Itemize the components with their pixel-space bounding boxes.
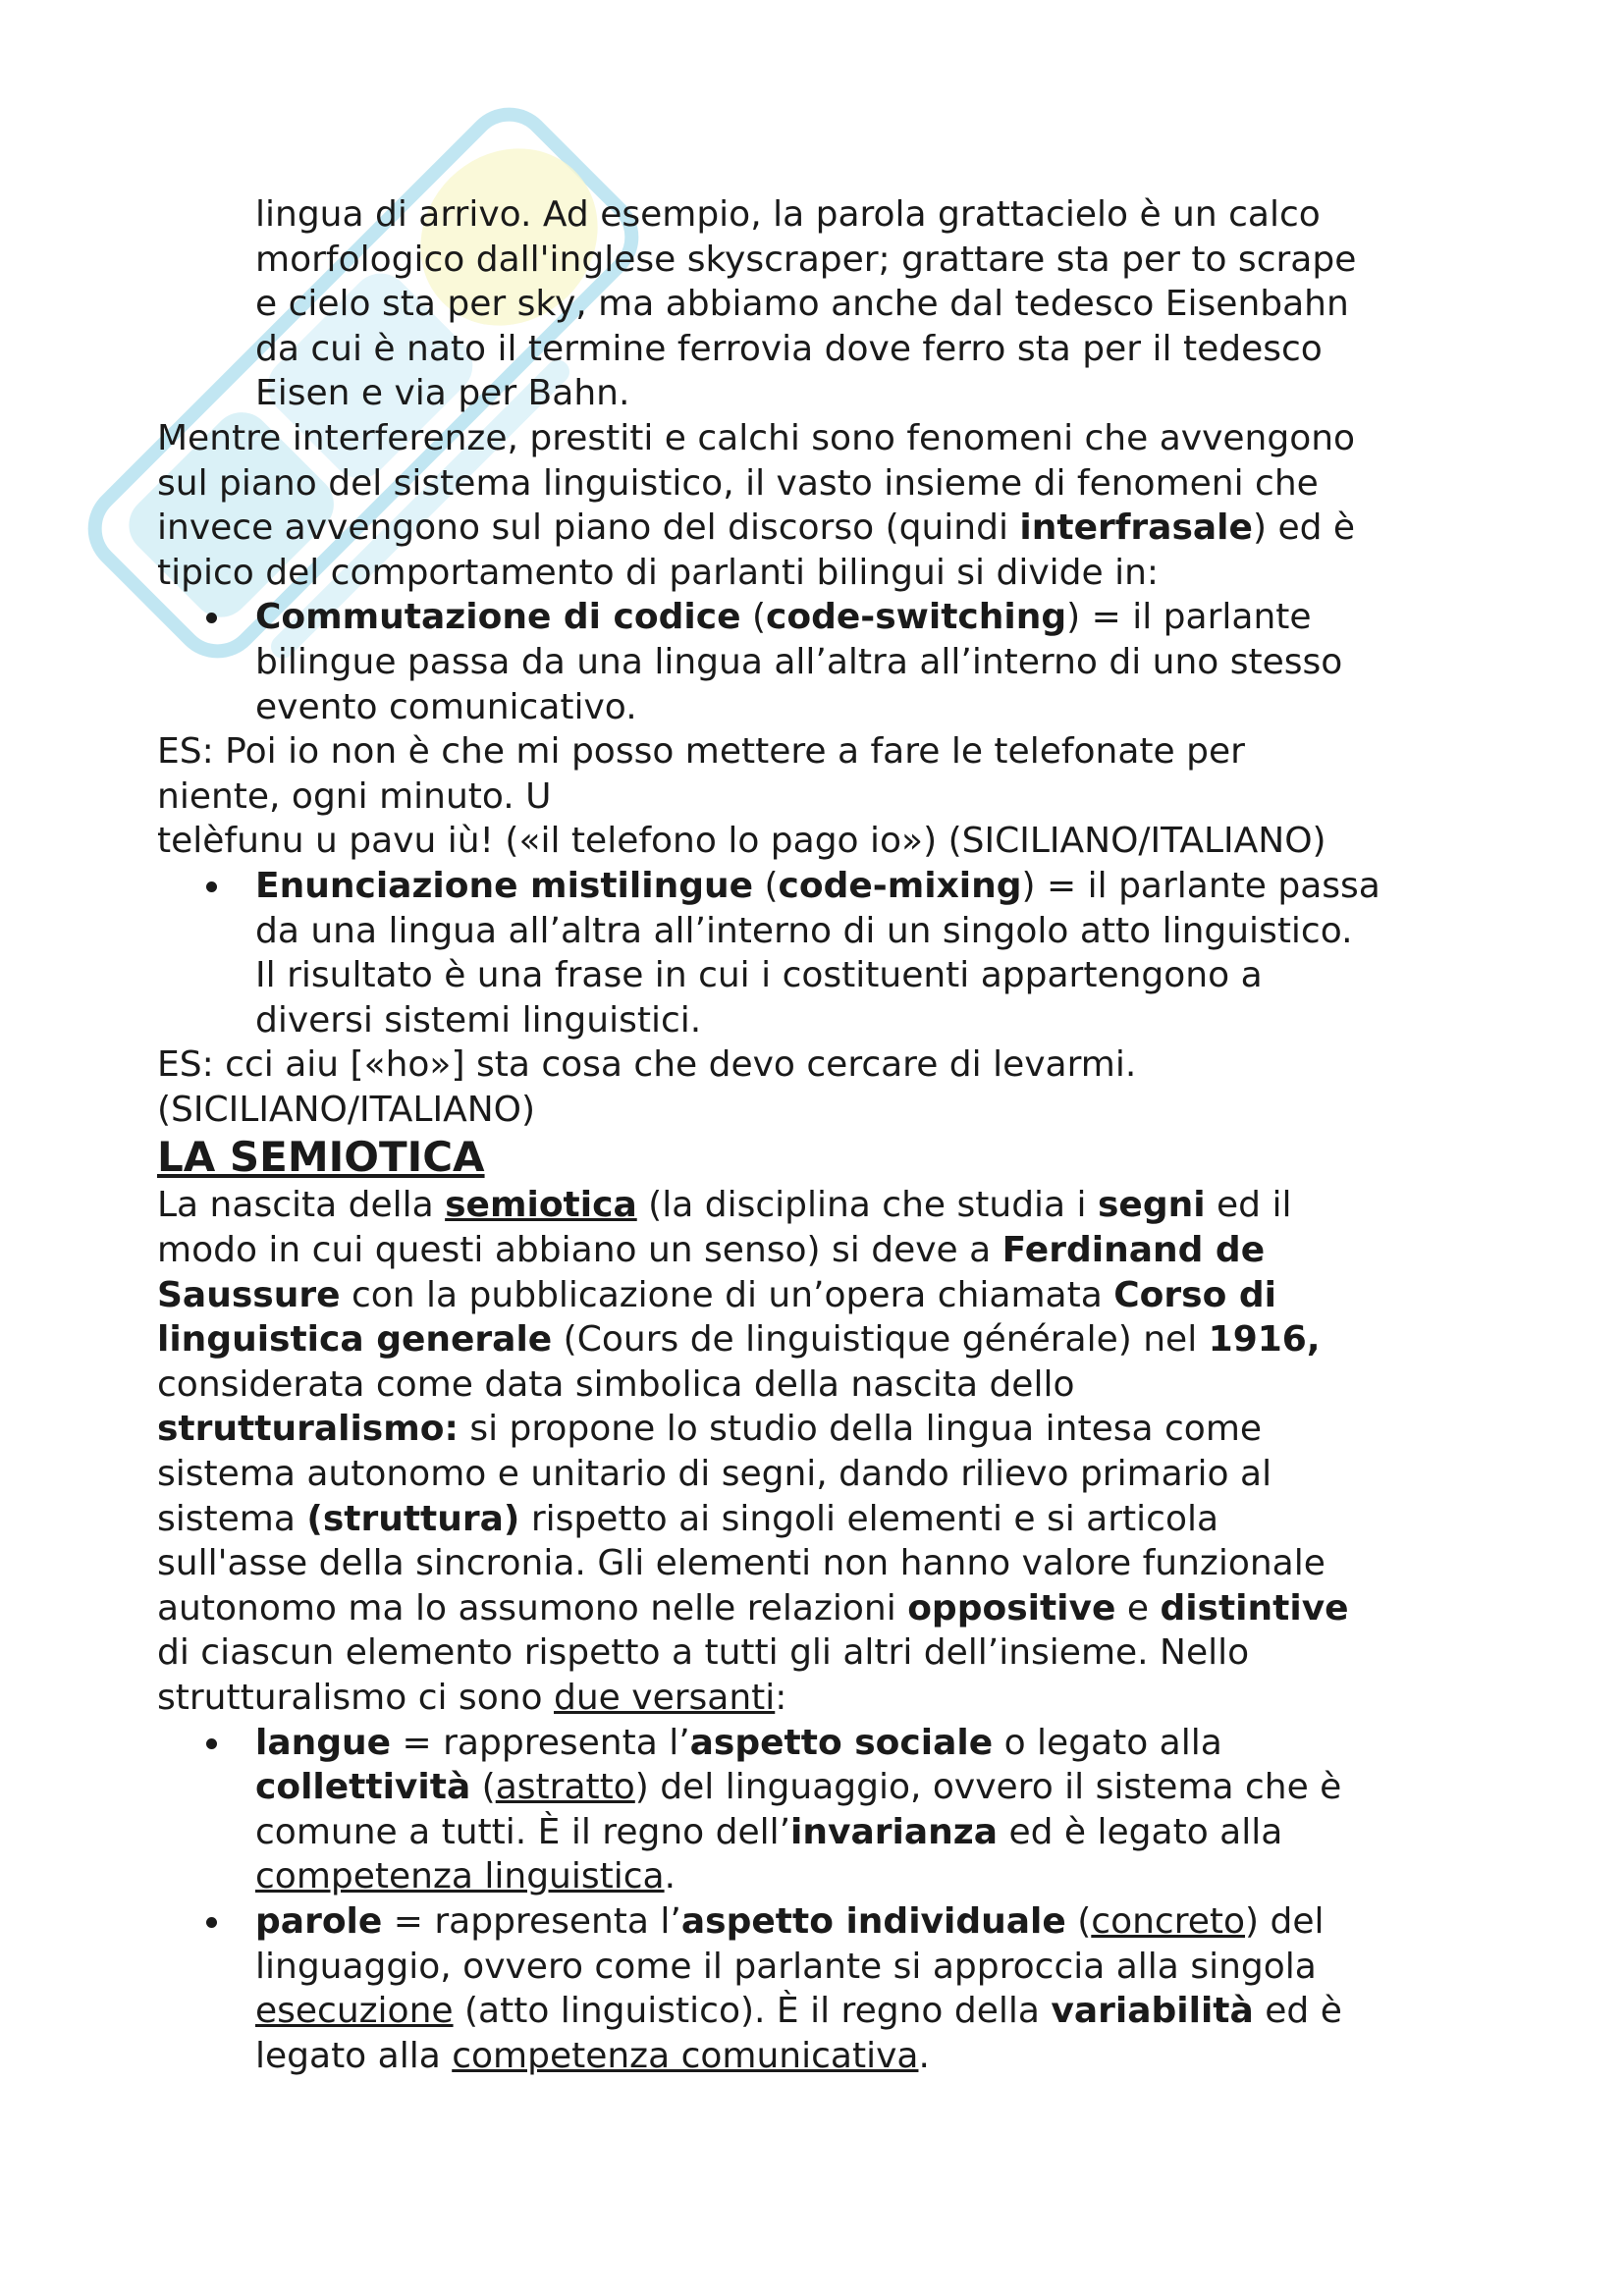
example-block [157,729,1502,864]
bold-term: interfrasale [1019,507,1253,549]
text-line: sull'asse della sincronia. Gli elementi non hanno valore funzionale [157,1543,1325,1584]
text-line: strutturalismo ci sono due versanti: [157,1678,787,1718]
list-item: Commutazione di codice (code-switching) = il parlante bilingue passa da una lingua all’altra all’interno di uno stesso evento comunicativo. [157,595,1502,729]
text-line: La nascita della semiotica (la disciplina che studia i segni ed il [157,1185,1292,1226]
text-line: telèfunu u pavu iù! («il telefono lo pago io») (SICILIANO/ITALIANO) [157,821,1326,862]
text-line: Saussure con la pubblicazione di un’opera chiamata Corso di [157,1274,1276,1315]
text-line: autonomo ma lo assumono nelle relazioni oppositive e distintive [157,1587,1349,1629]
text-line: considerata come data simbolica della nascita dello [157,1363,1075,1405]
text-line: invece avvengono sul piano del discorso (quindi interfrasale) ed è [157,507,1356,549]
semiotica-paragraph [157,1183,1502,1720]
text-line: (SICILIANO/ITALIANO) [157,1089,536,1130]
bullet-list [157,864,1502,1042]
text-line: da cui è nato il termine ferrovia dove ferro sta per il tedesco [255,328,1323,369]
example-block [157,1042,1502,1132]
text-line: linguistica generale (Cours de linguistique générale) nel 1916, [157,1319,1321,1361]
bullet-icon [206,1738,217,1749]
text-line: ES: cci aiu [«ho»] sta cosa che devo cercare di levarmi. [157,1044,1137,1086]
bullet-icon [206,881,217,892]
text-line: ES: Poi io non è che mi posso mettere a fare le telefonate per [157,731,1245,773]
text-line: sul piano del sistema linguistico, il vasto insieme di fenomeni che [157,462,1319,504]
text-line: sistema (struttura) rispetto ai singoli elementi e si articola [157,1498,1219,1539]
text-line: lingua di arrivo. Ad esempio, la parola grattacielo è un calco [255,194,1321,235]
continuation-paragraph [157,192,1502,416]
text-line: tipico del comportamento di parlanti bilingui si divide in: [157,552,1160,593]
text-line: modo in cui questi abbiano un senso) si deve a Ferdinand de [157,1230,1266,1271]
bullet-icon [206,613,217,623]
text-line: sistema autonomo e unitario di segni, dando rilievo primario al [157,1454,1272,1495]
document-page [157,192,1502,2078]
bullet-list [157,1721,1502,2079]
text-line: strutturalismo: si propone lo studio della lingua intesa come [157,1409,1263,1450]
bold-term: Enunciazione mistilingue [255,865,754,906]
bullet-icon [206,1917,217,1928]
section-heading: LA SEMIOTICA [157,1133,485,1182]
intro-paragraph [157,416,1502,595]
text-line: morfologico dall'inglese skyscraper; grattare sta per to scrape [255,239,1357,280]
bold-term: Commutazione di codice [255,597,741,638]
text-line: e cielo sta per sky, ma abbiamo anche dal tedesco Eisenbahn [255,284,1349,325]
text-line: Mentre interferenze, prestiti e calchi sono fenomeni che avvengono [157,417,1356,458]
bullet-list [157,595,1502,729]
text-line: di ciascun elemento rispetto a tutti gli altri dell’insieme. Nello [157,1632,1250,1674]
list-item-langue: langue = rappresenta l’aspetto sociale o legato alla collettività (astratto) del linguaggio, ovvero il sistema che è comune a tutti. È il regno dell’invarianza ed è legato alla competenza linguistica. [157,1721,1502,1899]
list-item-parole: parole = rappresenta l’aspetto individuale (concreto) del linguaggio, ovvero come il parlante si approccia alla singola esecuzione (atto linguistico). È il regno della variabilità ed è legato alla competenza comunicativa. [157,1899,1502,2078]
list-item: Enunciazione mistilingue (code-mixing) = il parlante passa da una lingua all’altra all’interno di un singolo atto linguistico. Il risultato è una frase in cui i costituenti appartengono a diversi sistemi linguistici. [157,864,1502,1042]
text-line: Eisen e via per Bahn. [255,373,630,414]
text-line: niente, ogni minuto. U [157,775,552,817]
